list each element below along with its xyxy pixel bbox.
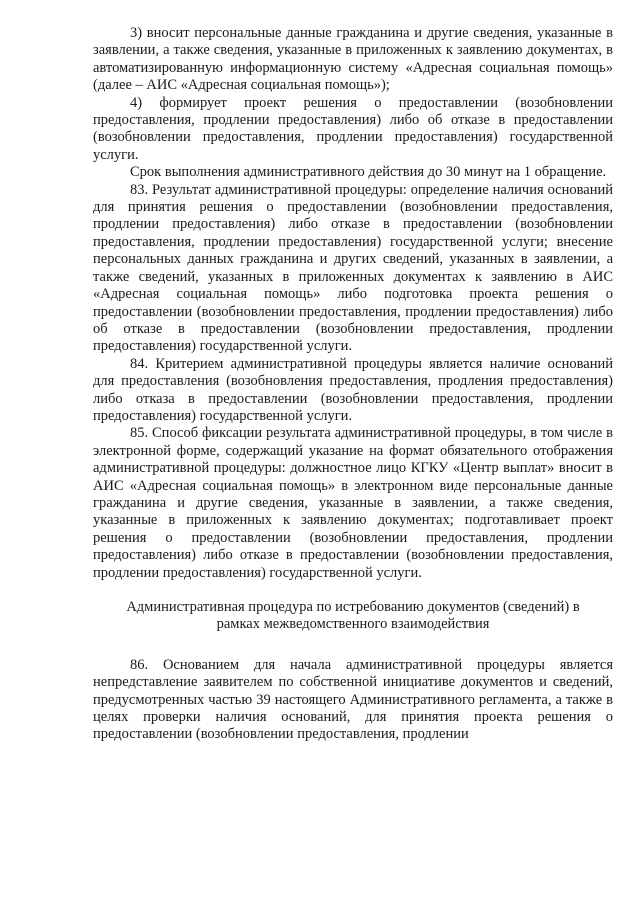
section-heading-line-1: Административная процедура по истребованию документов (сведений) в xyxy=(126,599,580,615)
paragraph-85: 85. Способ фиксации результата административной процедуры, в том числе в электронной форме, содержащий указание на формат обязательного отображения административной процедуры: должностное лицо КГКУ «Центр выплат» вносит в АИС «Адресная социальная помощь» в электронном виде персональные данные гражданина и другие сведения, указанные в заявлении, а также сведения, указанные в приложенных к заявлению документах; подготавливает проект решения о предоставлении (возобновлении предоставления, продлении предоставления) либо отказе в предоставлении (возобновлении предоставления, продлении предоставления) государственной услуги. xyxy=(93,425,613,581)
paragraph-84: 84. Критерием административной процедуры является наличие оснований для предоставления (возобновления предоставления, продления предоставления) либо отказа в предоставлении (возобновлении предоставления, продлении предоставления) государственной услуги. xyxy=(93,355,613,424)
paragraph-item-3: 3) вносит персональные данные гражданина и другие сведения, указанные в заявлении, а также сведения, указанные в приложенных к заявлению документах, в автоматизированную информационную систему «Адресная социальная помощь» (далее – АИС «Адресная социальная помощь»); xyxy=(93,25,613,94)
paragraph-83: 83. Результат административной процедуры: определение наличия оснований для принятия решения о предоставлении (возобновлении предоставления, продлении предоставления) либо отказе в предоставлении (возобновлении предоставления, продлении предоставления) государственной услуги; внесение персональных данных гражданина и других сведений, указанных в заявлении, а также сведений, указанных в приложенных документах к заявлению в АИС «Адресная социальная помощь» либо подготовка проекта решения о предоставлении (возобновлении предоставления, продлении предоставления) либо об отказе в предоставлении (возобновлении предоставления, продлении предоставления) государственной услуги. xyxy=(93,181,613,355)
paragraph-86: 86. Основанием для начала административной процедуры является непредставление заявителем по собственной инициативе документов и сведений, предусмотренных частью 39 настоящего Административного регламента, а также в целях проверки наличия оснований, для принятия проекта решения о предоставлении (возобновлении предоставления, продлении xyxy=(93,656,613,743)
section-heading-line-2: рамках межведомственного взаимодействия xyxy=(216,616,490,633)
paragraph-deadline: Срок выполнения административного действия до 30 минут на 1 обращение. xyxy=(130,164,607,181)
section-heading xyxy=(93,599,613,634)
paragraph-item-4: 4) формирует проект решения о предоставлении (возобновлении предоставления, продлении предоставления) либо об отказе в предоставлении (возобновлении предоставления, продлении предоставления) государственной услуги. xyxy=(93,94,613,163)
document-page xyxy=(93,25,613,744)
